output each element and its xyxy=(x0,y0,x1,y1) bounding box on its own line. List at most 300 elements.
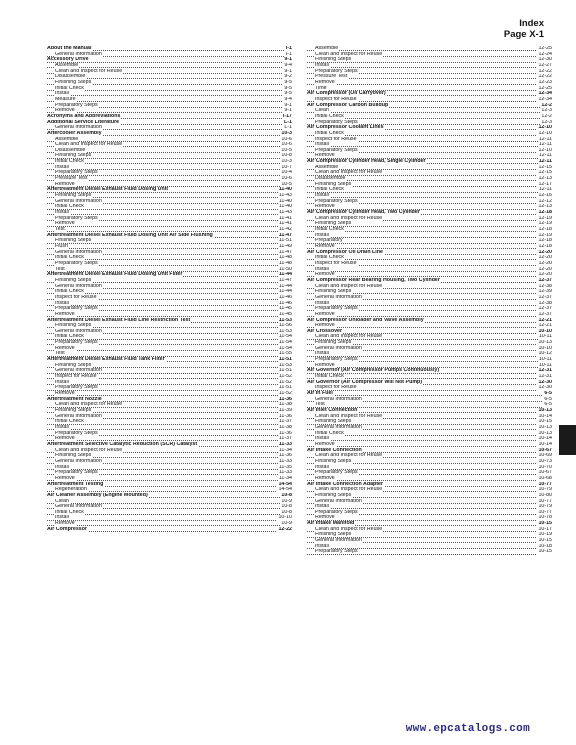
entry-label: Remove xyxy=(315,475,335,481)
entry-label: Assemble xyxy=(315,46,339,51)
entry-page-ref: 11-48 xyxy=(278,255,292,261)
index-heading xyxy=(47,527,292,533)
entry-page-ref: 12-22 xyxy=(538,74,552,80)
entry-label: Finishing Steps xyxy=(315,221,352,227)
entry-page-ref: 10-4 xyxy=(281,170,292,176)
entry-page-ref: 10-6 xyxy=(281,136,292,142)
entry-label: Initial Check xyxy=(315,113,344,119)
entry-label: Accessory Drive xyxy=(47,57,89,63)
entry-page-ref: 11-38 xyxy=(278,402,292,408)
entry-page-ref: 11-44 xyxy=(278,289,292,295)
entry-page-ref: 11-43 xyxy=(278,193,292,199)
leader-dots xyxy=(47,137,292,142)
entry-label: Finishing Steps xyxy=(55,153,92,159)
entry-page-ref: 10-8 xyxy=(281,153,292,159)
entry-page-ref: 10-10 xyxy=(278,515,292,521)
leader-dots xyxy=(47,244,292,249)
entry-label: Clean and Inspect for Reuse xyxy=(315,413,383,419)
entry-label: Preparatory Steps xyxy=(315,68,358,74)
entry-page-ref: 11-33 xyxy=(278,458,292,464)
entry-label: Install xyxy=(55,210,69,216)
entry-page-ref: 12-16 xyxy=(538,193,552,199)
leader-dots xyxy=(307,233,552,238)
leader-dots xyxy=(307,301,552,306)
entry-page-ref: 11-50 xyxy=(278,266,292,272)
entry-page-ref: 12-37 xyxy=(538,311,552,317)
entry-label: Air Compressor Cylinder Head, Two Cylinder xyxy=(307,210,420,216)
entry-label: Time xyxy=(315,85,327,91)
leader-dots xyxy=(47,97,292,102)
entry-label: Aftertreatment Diesel Exhaust Fluid Tank Filter xyxy=(47,357,165,363)
entry-label: Install xyxy=(55,424,69,430)
entry-page-ref: 10-9 xyxy=(281,521,292,527)
entry-page-ref: 11-52 xyxy=(278,379,292,385)
entry-page-ref: 11-52 xyxy=(278,374,292,380)
entry-label: General Information xyxy=(315,345,362,351)
entry-page-ref: 11-42 xyxy=(278,227,292,232)
entry-label: Clean and Inspect for Reuse xyxy=(55,68,123,74)
entry-label: Remove xyxy=(55,108,75,114)
entry-label: Initial Check xyxy=(315,374,344,380)
entry-label: General Information xyxy=(315,538,362,544)
entry-page-ref: 10-6 xyxy=(281,142,292,148)
entry-page-ref: 10-8 xyxy=(281,504,292,510)
entry-page-ref: 11-51 xyxy=(278,357,292,363)
entry-page-ref: 12-31 xyxy=(538,368,552,374)
entry-label: Install xyxy=(55,515,69,521)
entry-label: Preparatory Steps xyxy=(315,147,358,153)
entry-page-ref: 12-12 xyxy=(538,198,552,204)
entry-page-ref: 11-51 xyxy=(278,385,292,391)
entry-label: Remove xyxy=(315,362,335,368)
entry-label: Clean and Inspect for Reuse xyxy=(315,215,383,221)
entry-page-ref: 10-79 xyxy=(538,504,552,510)
entry-page-ref: 12-21 xyxy=(538,317,552,323)
entry-label: Clean and Inspect for Reuse xyxy=(55,142,123,148)
entry-page-ref: 10-77 xyxy=(538,509,552,515)
entry-label: Remove xyxy=(315,153,335,159)
entry-label: Install xyxy=(315,266,329,272)
entry-label: Install xyxy=(55,300,69,306)
leader-dots xyxy=(307,86,552,91)
entry-page-ref: 10-67 xyxy=(538,447,552,453)
entry-page-ref: 10-67 xyxy=(538,470,552,476)
entry-page-ref: 12-30 xyxy=(538,57,552,63)
entry-label: Measure xyxy=(55,96,76,102)
entry-page-ref: 6-5 xyxy=(544,396,552,402)
index-column-right xyxy=(307,46,552,555)
entry-label: Pressure Test xyxy=(55,176,88,182)
entry-label: Remove xyxy=(315,204,335,210)
entry-page-ref: 10-14 xyxy=(538,436,552,442)
entry-page-ref: 11-49 xyxy=(278,243,292,249)
entry-label: Install xyxy=(315,464,329,470)
entry-label: Preparatory Steps xyxy=(55,215,98,221)
entry-page-ref: 12-37 xyxy=(538,277,552,283)
entry-page-ref: 12-3 xyxy=(541,119,552,125)
entry-label: Clean and Inspect for Reuse xyxy=(315,334,383,340)
entry-page-ref: 10-14 xyxy=(538,413,552,419)
entry-page-ref: 12-30 xyxy=(538,379,552,385)
leader-dots xyxy=(47,221,292,226)
entry-label: Inspect for Reuse xyxy=(55,294,97,300)
leader-dots xyxy=(307,272,552,277)
entry-page-ref: 10-77 xyxy=(538,498,552,504)
entry-label: Assemble xyxy=(55,136,79,142)
entry-label: General Information xyxy=(55,125,102,131)
leader-dots xyxy=(47,476,292,481)
entry-page-ref: 11-45 xyxy=(278,311,292,317)
entry-label: Install xyxy=(315,232,329,238)
entry-page-ref: 11-36 xyxy=(278,396,292,402)
leader-dots xyxy=(307,165,552,170)
entry-label: Clean and Inspect for Reuse xyxy=(315,51,383,57)
entry-label: Clean and Inspect for Reuse xyxy=(315,487,383,493)
entry-page-ref: 12-23 xyxy=(538,79,552,85)
entry-label: General Information xyxy=(55,413,102,419)
entry-page-ref: 11-35 xyxy=(278,464,292,470)
entry-label: Air In Fuel xyxy=(307,391,333,397)
entry-page-ref: 12-11 xyxy=(538,142,552,148)
entry-page-ref: 11-33 xyxy=(278,470,292,476)
leader-dots xyxy=(47,436,292,441)
entry-label: Finishing Steps xyxy=(315,340,352,346)
leader-dots xyxy=(307,515,552,520)
entry-page-ref: 12-10 xyxy=(538,125,552,131)
entry-page-ref: 11-51 xyxy=(278,368,292,374)
entry-label: Initial Check xyxy=(315,430,344,436)
entry-page-ref: 10-11 xyxy=(538,357,552,363)
leader-dots xyxy=(307,329,552,334)
entry-label: Inspect for Reuse xyxy=(315,136,357,142)
leader-dots xyxy=(47,182,292,187)
entry-page-ref: 10-3 xyxy=(281,130,292,136)
entry-page-ref: 10-14 xyxy=(538,441,552,447)
entry-page-ref: 9-4 xyxy=(284,96,292,102)
leader-dots xyxy=(47,499,292,504)
entry-label: Remove xyxy=(315,79,335,85)
entry-page-ref: 10-8 xyxy=(281,492,292,498)
entry-page-ref: 9-5 xyxy=(284,85,292,91)
entry-page-ref: 10-5 xyxy=(281,181,292,187)
entry-page-ref: 12-19 xyxy=(538,221,552,227)
entry-page-ref: L-1 xyxy=(284,125,292,131)
entry-label: Air Compressor Cylinder Head, Single Cylinder xyxy=(307,159,426,165)
entry-label: Air Compressor Oil Drain Line xyxy=(307,249,383,255)
entry-page-ref: 12-22 xyxy=(278,526,292,532)
leader-dots xyxy=(307,504,552,509)
entry-label: Air Crossover xyxy=(307,328,343,334)
entry-label: Initial Check xyxy=(55,419,84,425)
entry-label: Clean xyxy=(55,498,69,504)
entry-page-ref: i-17 xyxy=(282,113,292,119)
entry-page-ref: 9-1 xyxy=(284,108,292,114)
entry-label: Install xyxy=(315,300,329,306)
entry-label: Initial Check xyxy=(315,130,344,136)
leader-dots xyxy=(47,267,292,272)
entry-label: Preparatory Steps xyxy=(315,470,358,476)
entry-label: Air Inlet Connection xyxy=(307,408,358,413)
entry-label: Remove xyxy=(315,323,335,329)
leader-dots xyxy=(307,351,552,356)
entry-label: General Information xyxy=(55,458,102,464)
entry-label: Clean and Inspect for Reuse xyxy=(315,283,383,289)
entry-page-ref: 11-53 xyxy=(278,317,292,323)
entry-page-ref: 11-45 xyxy=(278,306,292,312)
entry-page-ref: 10-18 xyxy=(538,543,552,549)
entry-page-ref: 12-34 xyxy=(538,91,552,97)
entry-label: Test xyxy=(55,227,65,232)
entry-label: Acronyms and Abbreviations xyxy=(47,113,121,119)
entry-page-ref: 10-13 xyxy=(538,424,552,430)
entry-page-ref: 12-20 xyxy=(538,255,552,261)
entry-page-ref: 12-38 xyxy=(538,283,552,289)
entry-label: Finishing Steps xyxy=(315,289,352,295)
entry-page-ref: 6-5 xyxy=(544,402,552,408)
entry-label: Test xyxy=(55,266,65,272)
entry-page-ref: 10-13 xyxy=(538,340,552,346)
entry-label: Aftertreatment Testing xyxy=(47,481,104,487)
watermark: www.epcatalogs.com xyxy=(405,723,530,735)
entry-label: Preparatory Steps xyxy=(315,306,358,312)
entry-page-ref: 11-44 xyxy=(278,272,292,278)
entry-page-ref: 12-20 xyxy=(538,272,552,278)
entry-label: Install xyxy=(55,91,69,97)
entry-page-ref: 12-11 xyxy=(538,136,552,142)
entry-label: Initial Check xyxy=(55,334,84,340)
entry-page-ref: 12-30 xyxy=(538,385,552,391)
leader-dots xyxy=(47,210,292,215)
entry-page-ref: 10-17 xyxy=(538,526,552,532)
entry-page-ref: 12-10 xyxy=(538,147,552,153)
entry-page-ref: 12-11 xyxy=(538,187,552,193)
leader-dots xyxy=(307,80,552,85)
entry-page-ref: 10-78 xyxy=(538,515,552,521)
entry-page-ref: 9-1 xyxy=(284,68,292,74)
entry-label: Remove xyxy=(55,345,75,351)
entry-page-ref: 11-40 xyxy=(278,204,292,210)
entry-page-ref: 10-6 xyxy=(281,176,292,182)
entry-page-ref: 12-20 xyxy=(538,249,552,255)
entry-page-ref: 12-19 xyxy=(538,215,552,221)
leader-dots xyxy=(47,465,292,470)
entry-page-ref: 12-18 xyxy=(538,227,552,232)
entry-page-ref: 10-15 xyxy=(538,419,552,425)
leader-dots xyxy=(47,515,292,520)
entry-page-ref: 11-47 xyxy=(278,232,292,238)
entry-page-ref: 10-80 xyxy=(538,492,552,498)
entry-label: Air Governor (Air Compressor Will Not Pump) xyxy=(307,379,423,385)
leader-dots xyxy=(47,521,292,526)
entry-page-ref: 10-68 xyxy=(538,475,552,481)
leader-dots xyxy=(47,301,292,306)
entry-label: Finishing Steps xyxy=(315,458,352,464)
entry-page-ref: 11-34 xyxy=(278,475,292,481)
entry-label: Initial Check xyxy=(315,187,344,193)
entry-page-ref: 11-37 xyxy=(278,436,292,442)
entry-page-ref: 14-54 xyxy=(278,481,292,487)
entry-label: Remove xyxy=(315,311,335,317)
entry-label: Aftertreatment Diesel Exhaust Fluid Line Restriction Test xyxy=(47,317,191,323)
entry-page-ref: 10-7 xyxy=(281,164,292,170)
entry-label: Finishing Steps xyxy=(55,408,92,413)
entry-label: Aftertreatment Nozzle xyxy=(47,396,102,402)
entry-label: Preparatory Steps xyxy=(55,470,98,476)
entry-label: General Information xyxy=(55,328,102,334)
entry-page-ref: 11-54 xyxy=(278,334,292,340)
entry-page-ref: 10-11 xyxy=(538,334,552,340)
entry-page-ref: 12-37 xyxy=(538,294,552,300)
entry-page-ref: 9-4 xyxy=(284,62,292,68)
entry-page-ref: 10-13 xyxy=(538,408,552,413)
entry-label: Remove xyxy=(315,441,335,447)
entry-page-ref: 12-15 xyxy=(538,164,552,170)
entry-label: Air Compressor Rear Bearing Housing, Two Cylinder xyxy=(307,277,440,283)
entry-page-ref: 12-13 xyxy=(538,176,552,182)
entry-page-ref: 12-13 xyxy=(538,204,552,210)
entry-page-ref: 10-3 xyxy=(281,159,292,165)
entry-page-ref: i-1 xyxy=(286,51,292,57)
entry-label: Remove xyxy=(55,311,75,317)
entry-page-ref: 11-36 xyxy=(278,430,292,436)
entry-label: Air Compressor xyxy=(47,526,88,532)
leader-dots xyxy=(307,108,552,113)
entry-label: General Information xyxy=(315,498,362,504)
leader-dots xyxy=(307,142,552,147)
leader-dots xyxy=(307,244,552,249)
entry-page-ref: 11-34 xyxy=(278,447,292,453)
entry-page-ref: 11-47 xyxy=(278,277,292,283)
entry-label: Inspect for Reuse xyxy=(315,96,357,102)
entry-page-ref: 12-3 xyxy=(541,108,552,114)
entry-page-ref: 11-37 xyxy=(278,419,292,425)
entry-page-ref: 10-11 xyxy=(538,362,552,368)
entry-label: Clean and Inspect for Reuse xyxy=(315,526,383,532)
entry-page-ref: 10-9 xyxy=(281,498,292,504)
entry-label: Finishing Steps xyxy=(55,79,92,85)
entry-label: Disassemble xyxy=(55,74,86,80)
entry-label: Preparatory Steps xyxy=(315,357,358,363)
entry-page-ref: 11-41 xyxy=(278,221,292,227)
entry-page-ref: 11-47 xyxy=(278,249,292,255)
entry-page-ref: 10-15 xyxy=(538,521,552,527)
leader-dots xyxy=(307,267,552,272)
entry-page-ref: 11-44 xyxy=(278,283,292,289)
entry-page-ref: 10-8 xyxy=(281,509,292,515)
entry-page-ref: 11-40 xyxy=(278,198,292,204)
entry-page-ref: 11-38 xyxy=(278,424,292,430)
entry-label: Regeneration xyxy=(55,487,87,493)
entry-page-ref: 12-18 xyxy=(538,238,552,244)
entry-label: Preparatory Steps xyxy=(55,260,98,266)
leader-dots xyxy=(307,476,552,481)
page-number: Page X-1 xyxy=(503,29,544,40)
entry-label: Inspect for Reuse xyxy=(315,260,357,266)
entry-page-ref: 12-22 xyxy=(538,68,552,74)
entry-label: Finishing Steps xyxy=(315,419,352,425)
entry-label: Assemble xyxy=(55,62,79,68)
entry-page-ref: 11-36 xyxy=(278,413,292,419)
entry-label: Install xyxy=(315,142,329,148)
entry-page-ref: 9-5 xyxy=(284,91,292,97)
entry-label: Remove xyxy=(55,221,75,227)
entry-label: Test xyxy=(315,402,325,408)
entry-label: Initial Check xyxy=(55,255,84,261)
entry-page-ref: 12-37 xyxy=(538,306,552,312)
entry-label: Finishing Steps xyxy=(55,453,92,459)
entry-label: Inspect for Reuse xyxy=(315,385,357,391)
entry-page-ref: 11-36 xyxy=(278,453,292,459)
leader-dots xyxy=(47,165,292,170)
leader-dots xyxy=(307,46,552,51)
entry-page-ref: 12-10 xyxy=(538,130,552,136)
entry-page-ref: 12-18 xyxy=(538,243,552,249)
entry-label: General Information xyxy=(315,396,362,402)
leader-dots xyxy=(307,312,552,317)
leader-dots xyxy=(47,91,292,96)
leader-dots xyxy=(307,465,552,470)
entry-page-ref: 10-13 xyxy=(538,430,552,436)
entry-label: Install xyxy=(315,504,329,510)
entry-label: Preparatory xyxy=(315,238,343,244)
entry-label: Initial Check xyxy=(55,85,84,91)
entry-page-ref: 9-1 xyxy=(284,57,292,63)
leader-dots xyxy=(307,204,552,209)
entry-label: About the Manual xyxy=(47,46,92,51)
entry-page-ref: 14-54 xyxy=(278,487,292,493)
entry-page-ref: 9-2 xyxy=(284,74,292,80)
entry-label: Aftercooler Assembly xyxy=(47,130,102,136)
index-entry xyxy=(307,549,552,555)
entry-label: Install xyxy=(315,193,329,199)
entry-label: Preparatory Steps xyxy=(55,102,98,108)
entry-label: Aftertreatment Selective Catalytic Reduction (SCR) Catalyst xyxy=(47,441,198,447)
entry-page-ref: L-1 xyxy=(284,119,292,125)
entry-page-ref: 12-25 xyxy=(538,85,552,91)
entry-page-ref: 11-46 xyxy=(278,294,292,300)
entry-label: Remove xyxy=(55,391,75,397)
entry-label: Finishing Steps xyxy=(55,323,92,329)
entry-label: Air Intake Connection Adapter xyxy=(307,481,384,487)
entry-page-ref: 11-41 xyxy=(278,215,292,221)
entry-label: Remove xyxy=(55,181,75,187)
leader-dots xyxy=(47,351,292,356)
entry-page-ref: 11-53 xyxy=(278,328,292,334)
entry-page-ref: 10-69 xyxy=(538,453,552,459)
entry-label: Inspect for Reuse xyxy=(55,374,97,380)
entry-page-ref: 10-5 xyxy=(281,147,292,153)
entry-page-ref: 12-39 xyxy=(538,289,552,295)
entry-page-ref: 11-40 xyxy=(278,187,292,193)
section-thumb-tab xyxy=(559,425,576,455)
entry-label: Remove xyxy=(315,243,335,249)
entry-label: Initial Check xyxy=(55,204,84,210)
entry-page-ref: 9-1 xyxy=(284,102,292,108)
entry-label: Finishing Steps xyxy=(315,57,352,63)
entry-label: Additional Service Literature xyxy=(47,119,120,125)
entry-label: Disassemble xyxy=(55,147,86,153)
entry-label: Install xyxy=(315,543,329,549)
entry-page-ref: 10-15 xyxy=(538,538,552,544)
leader-dots xyxy=(307,193,552,198)
entry-label: Install xyxy=(315,62,329,68)
entry-page-ref: 11-48 xyxy=(278,260,292,266)
entry-page-ref: 10-10 xyxy=(538,345,552,351)
leader-dots xyxy=(47,227,292,232)
entry-label: Install xyxy=(315,436,329,442)
entry-label: Air Compressor (Oil Carryover) xyxy=(307,91,386,97)
entry-label: Air Intake Connection xyxy=(307,447,362,453)
